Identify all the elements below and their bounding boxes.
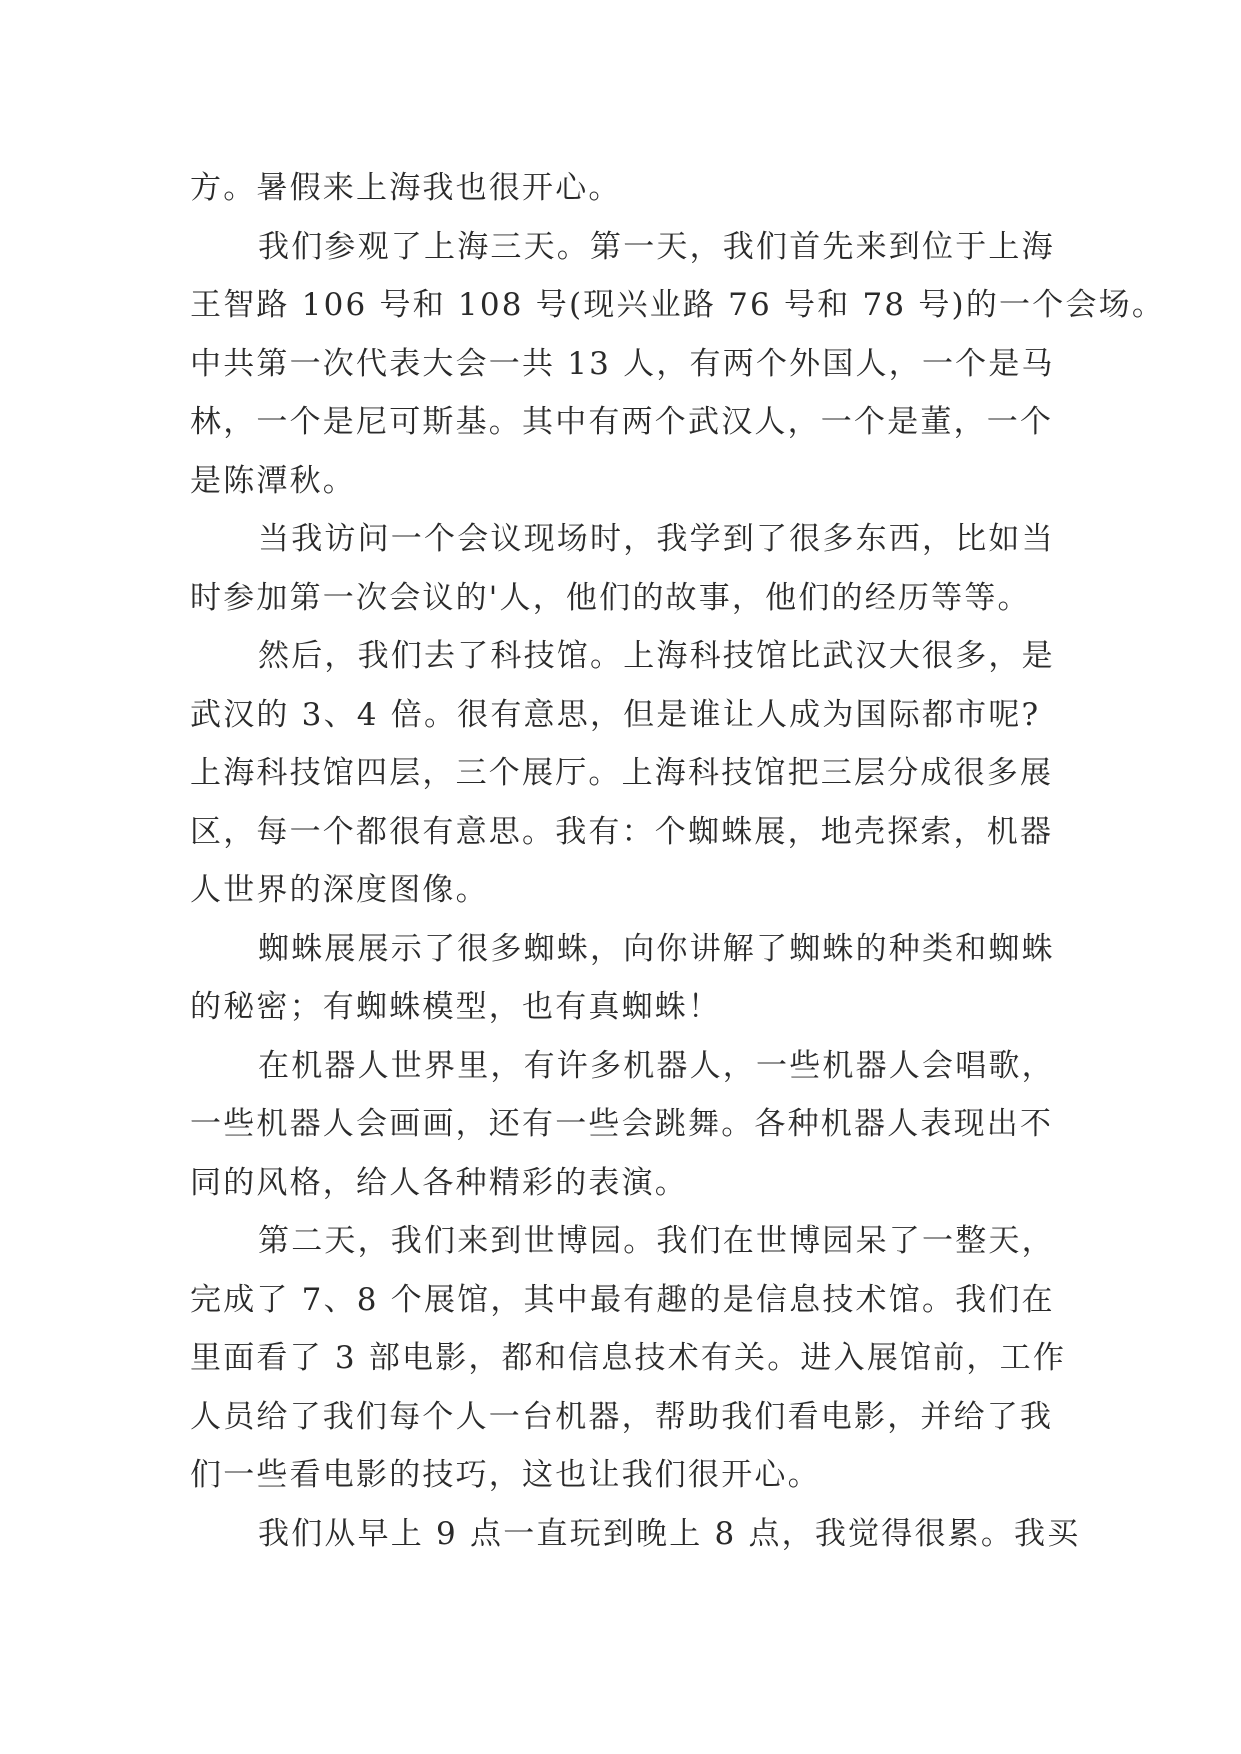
text-line: 同的风格，给人各种精彩的表演。 — [190, 1164, 688, 1201]
text-line: 人世界的深度图像。 — [190, 872, 489, 908]
text-line: 的秘密；有蜘蛛模型，也有真蜘蛛！ — [190, 989, 722, 1025]
text-line: 中共第一次代表大会一共 13 人，有两个外国人，一个是马 — [190, 345, 1055, 382]
text-line: 里面看了 3 部电影，都和信息技术有关。进入展馆前，工作 — [190, 1340, 1067, 1376]
text-line: 人员给了我们每个人一台机器，帮助我们看电影，并给了我 — [190, 1398, 1054, 1435]
text-line: 上海科技馆四层，三个展厅。上海科技馆把三层分成很多展 — [190, 755, 1054, 791]
text-line: 蜘蛛展展示了很多蜘蛛，向你讲解了蜘蛛的种类和蜘蛛 — [258, 930, 1055, 967]
text-line: 当我访问一个会议现场时，我学到了很多东西，比如当 — [258, 521, 1055, 557]
text-line: 区，每一个都很有意思。我有：个蜘蛛展，地壳探索，机器 — [190, 813, 1054, 850]
text-line: 林，一个是尼可斯基。其中有两个武汉人，一个是董，一个 — [190, 404, 1054, 440]
text-line: 武汉的 3、4 倍。很有意思，但是谁让人成为国际都市呢? — [190, 696, 1041, 733]
text-line: 王智路 106 号和 108 号(现兴业路 76 号和 78 号)的一个会场。 — [190, 287, 1166, 323]
text-line: 我们从早上 9 点一直玩到晚上 8 点，我觉得很累。我买 — [258, 1515, 1081, 1552]
text-line: 们一些看电影的技巧，这也让我们很开心。 — [190, 1457, 821, 1493]
text-line: 时参加第一次会议的'人，他们的故事，他们的经历等等。 — [190, 579, 1031, 616]
text-line: 我们参观了上海三天。第一天，我们首先来到位于上海 — [258, 228, 1055, 265]
text-line: 然后，我们去了科技馆。上海科技馆比武汉大很多，是 — [258, 638, 1055, 674]
text-line: 第二天，我们来到世博园。我们在世博园呆了一整天， — [258, 1223, 1055, 1259]
text-line: 完成了 7、8 个展馆，其中最有趣的是信息技术馆。我们在 — [190, 1281, 1055, 1318]
text-line: 是陈潭秋。 — [190, 462, 356, 499]
text-line: 方。暑假来上海我也很开心。 — [190, 170, 622, 206]
text-line: 一些机器人会画画，还有一些会跳舞。各种机器人表现出不 — [190, 1106, 1054, 1142]
document-body — [190, 159, 1166, 1563]
text-line: 在机器人世界里，有许多机器人，一些机器人会唱歌， — [258, 1047, 1055, 1084]
